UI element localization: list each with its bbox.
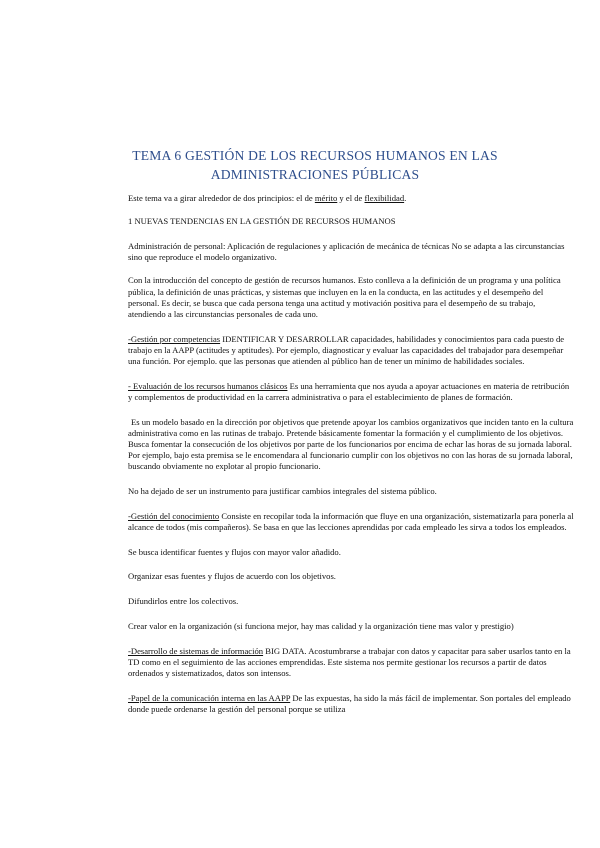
paragraph-concept-grh: Con la introducción del concepto de gestión de recursos humanos. Esto conlleva a la definición de un programa y una política pública, la definición de unas prácticas, y sistemas que incluyen en la en la conducta, en las actitudes y el desempeño del personal. Es decir, se busca que cada persona tenga una actitud y motivación positiva para el desempeño de su trabajo, atendiendo a las circunstancias personales de cada uno. bbox=[128, 275, 561, 319]
intro-pre: Este tema va a girar alrededor de dos principios: el de bbox=[128, 193, 315, 203]
title-line-1: TEMA 6 GESTIÓN DE LOS RECURSOS HUMANOS EN LAS bbox=[132, 148, 498, 163]
intro-mid: y el de bbox=[337, 193, 365, 203]
evaluacion-label: - Evaluación de los recursos humanos clásicos bbox=[128, 380, 288, 391]
paragraph-crear-valor: Crear valor en la organización (si funciona mejor, hay mas calidad y la organización tiene mas valor y prestigio) bbox=[128, 620, 514, 631]
competencias-label: -Gestión por competencias bbox=[128, 333, 221, 344]
comunicacion-text: De las expuestas, ha sido la más fácil de implementar. Son portales del empleado donde puede ordenarse la gestión del personal porque se utiliza bbox=[128, 692, 571, 714]
intro-post: . bbox=[404, 193, 407, 203]
conocimiento-text: Consiste en recopilar toda la información que fluye en una organización, sistematizarla para ponerla al alcance de todos (mis compañeros). Se basa en que las lecciones aprendidas por cada empleado les sirva a todos los empleados. bbox=[128, 510, 574, 533]
document-body bbox=[128, 193, 574, 727]
paragraph-organizar: Organizar esas fuentes y flujos de acuerdo con los objetivos. bbox=[128, 571, 336, 582]
paragraph-instrumento: No ha dejado de ser un instrumento para justificar cambios integrales del sistema público. bbox=[128, 486, 437, 497]
sistemas-label: -Desarrollo de sistemas de información bbox=[128, 645, 264, 656]
intro-merito: mérito bbox=[314, 193, 338, 203]
paragraph-evaluacion bbox=[128, 381, 574, 403]
paragraph-sistemas-informacion bbox=[128, 646, 574, 680]
intro-paragraph bbox=[128, 193, 574, 204]
paragraph-identificar: Se busca identificar fuentes y flujos con mayor valor añadido. bbox=[128, 546, 341, 557]
paragraph-admin-personal: Administración de personal: Aplicación de regulaciones y aplicación de mecánica de técnicas No se adapta a las circunstancias sino que reproduce el modelo organizativo. bbox=[128, 240, 565, 263]
title-line-2: ADMINISTRACIONES PÚBLICAS bbox=[210, 167, 420, 182]
paragraph-competencias bbox=[128, 334, 574, 368]
evaluacion-text: Es una herramienta que nos ayuda a apoyar actuaciones en materia de retribución y complementos de productividad en la carrera administrativa o para el establecimiento de planes de formación. bbox=[128, 380, 570, 402]
intro-flexibilidad: flexibilidad bbox=[364, 193, 405, 203]
conocimiento-label: -Gestión del conocimiento bbox=[128, 510, 220, 521]
paragraph-comunicacion-interna bbox=[128, 693, 574, 715]
section-heading: 1 NUEVAS TENDENCIAS EN LA GESTIÓN DE RECURSOS HUMANOS bbox=[128, 216, 396, 227]
sistemas-text: BIG DATA. Acostumbrarse a trabajar con datos y capacitar para saber usarlos tanto en la TD como en el seguimiento de las acciones emprendidas. Este sistema nos permite gestionar los recursos a partir de datos ordenados y sistematizados, datos son intensos. bbox=[128, 645, 571, 678]
comunicacion-label: -Papel de la comunicación interna en las AAPP bbox=[128, 692, 291, 703]
paragraph-difundir: Difundirlos entre los colectivos. bbox=[128, 596, 239, 607]
paragraph-conocimiento bbox=[128, 511, 574, 533]
page-title bbox=[100, 146, 530, 184]
paragraph-objetivos: Es un modelo basado en la dirección por objetivos que pretende apoyar los cambios organizativos que inciden tanto en la cultura administrativa como en las rutinas de trabajo. Pretende básicamente fomentar la formación y el cumplimiento de los objetivos. Busca fomentar la consecución de los objetivos por parte de los funcionarios por encima de echar las horas de su jornada laboral. Por ejemplo, bajo esta premisa se le encomendara al funcionario cumplir con los objetivos no con las horas de su jornada laboral, buscando obviamente no explotar al propio funcionario. bbox=[128, 416, 574, 472]
competencias-text: IDENTIFICAR Y DESARROLLAR capacidades, habilidades y conocimientos para cada puesto de trabajo en la AAPP (actitudes y aptitudes). Por ejemplo, diagnosticar y evaluar las capacidades del trabajador para desempeñar una función. Por ejemplo. que las personas que atienden al público han de tener un mínimo de habilidades sociales. bbox=[128, 333, 565, 367]
